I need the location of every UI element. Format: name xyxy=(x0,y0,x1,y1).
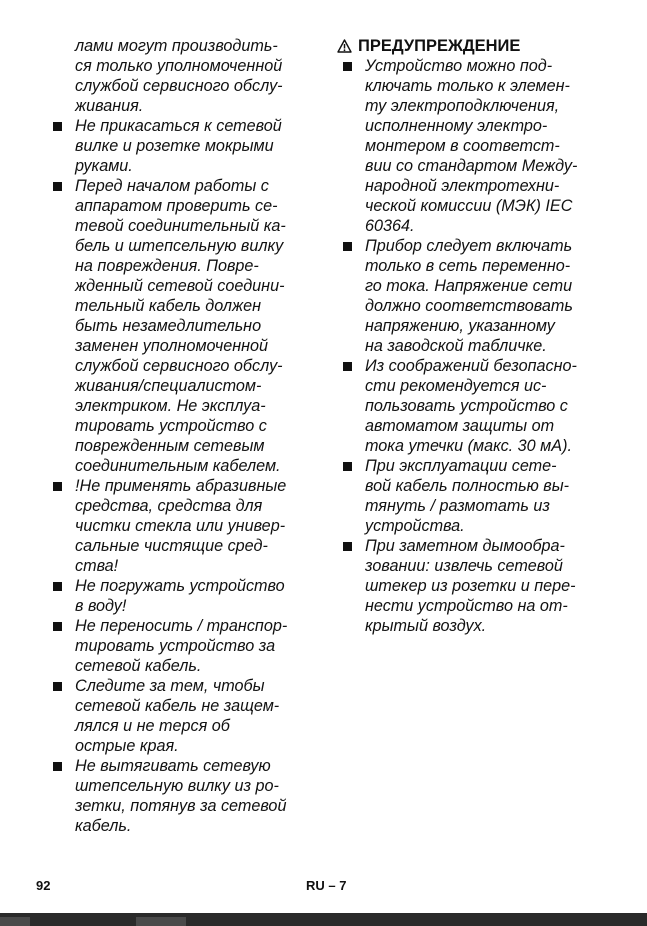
text-line: штепсельную вилку из ро- xyxy=(75,777,279,795)
text-line: тировать устройство за xyxy=(75,637,276,655)
text-line: заменен уполномоченной xyxy=(75,337,269,355)
text-line: сальные чистящие сред- xyxy=(75,537,268,555)
text-line: тевой соединительный ка- xyxy=(75,217,286,235)
text-line: тока утечки (макс. 30 мА). xyxy=(365,437,572,455)
text-line: ту электроподключения, xyxy=(365,97,560,115)
text-line: Следите за тем, чтобы xyxy=(75,677,265,695)
text-line: ся только уполномоченной xyxy=(75,57,283,75)
text-line: го тока. Напряжение сети xyxy=(365,277,573,295)
text-line: лялся и не терся об xyxy=(75,717,230,735)
bullet-icon xyxy=(343,462,352,471)
text-line: монтером в соответст- xyxy=(365,137,560,155)
warning-heading-text: ПРЕДУПРЕЖДЕНИЕ xyxy=(358,37,521,55)
bullet-icon xyxy=(53,122,62,131)
text-line: нести устройство на от- xyxy=(365,597,568,615)
text-line: При заметном дымообра- xyxy=(365,537,565,555)
page-number: 92 xyxy=(36,878,51,893)
bullet-icon xyxy=(53,762,62,771)
list-item xyxy=(47,756,322,836)
text-line: в воду! xyxy=(75,597,127,615)
text-line: народной электротехни- xyxy=(365,177,560,195)
text-line: Не вытягивать сетевую xyxy=(75,757,271,775)
text-line: сти рекомендуется ис- xyxy=(365,377,547,395)
text-line: крытый воздух. xyxy=(365,617,487,635)
text-line: тельный кабель должен xyxy=(75,297,262,315)
list-item xyxy=(47,676,322,756)
text-line: на заводской табличке. xyxy=(365,337,547,355)
text-line: 60364. xyxy=(365,217,415,235)
text-line: средства, средства для xyxy=(75,497,263,515)
continued-paragraph xyxy=(47,36,322,116)
text-line: автоматом защиты от xyxy=(365,417,555,435)
text-line: При эксплуатации сете- xyxy=(365,457,557,475)
text-line: аппаратом проверить се- xyxy=(75,197,278,215)
right-column xyxy=(337,36,612,636)
text-line: вии со стандартом Между- xyxy=(365,157,578,175)
section-page-code: RU – 7 xyxy=(306,878,347,893)
warning-heading xyxy=(337,36,612,56)
toolbar-segment xyxy=(0,917,30,926)
text-line: зетки, потянув за сетевой xyxy=(75,797,287,815)
text-line: вой кабель полностью вы- xyxy=(365,477,570,495)
list-item xyxy=(337,456,612,536)
text-line: !Не применять абразивные xyxy=(75,477,287,495)
text-line: Из соображений безопасно- xyxy=(365,357,577,375)
text-line: чистки стекла или универ- xyxy=(75,517,286,535)
text-line: ства! xyxy=(75,557,119,575)
text-line: электриком. Не эксплуа- xyxy=(75,397,266,415)
text-line: живания. xyxy=(75,97,144,115)
list-item xyxy=(337,536,612,636)
bullet-icon xyxy=(343,242,352,251)
bullet-icon xyxy=(343,62,352,71)
bottom-toolbar-strip xyxy=(0,913,647,926)
text-line: Перед началом работы с xyxy=(75,177,269,195)
text-line: живания/специалистом- xyxy=(75,377,262,395)
text-line: устройства. xyxy=(365,517,465,535)
list-item xyxy=(47,576,322,616)
text-line: службой сервисного обслу- xyxy=(75,77,283,95)
bullet-icon xyxy=(53,682,62,691)
text-line: лами могут производить- xyxy=(75,37,278,55)
text-line: Не погружать устройство xyxy=(75,577,285,595)
text-line: исполненному электро- xyxy=(365,117,548,135)
text-line: кабель. xyxy=(75,817,132,835)
text-line: тянуть / размотать из xyxy=(365,497,550,515)
warning-triangle-icon xyxy=(337,39,352,53)
left-column xyxy=(47,36,322,836)
text-line: только в сеть переменно- xyxy=(365,257,571,275)
text-line: службой сервисного обслу- xyxy=(75,357,283,375)
list-item xyxy=(337,56,612,236)
text-line: ческой комиссии (МЭК) IEC xyxy=(365,197,573,215)
text-line: жденный сетевой соедини- xyxy=(75,277,285,295)
list-item xyxy=(337,236,612,356)
text-line: должно соответствовать xyxy=(365,297,573,315)
list-item xyxy=(47,176,322,476)
text-line: руками. xyxy=(75,157,133,175)
text-line: штекер из розетки и пере- xyxy=(365,577,576,595)
text-line: вилке и розетке мокрыми xyxy=(75,137,274,155)
list-item xyxy=(47,616,322,676)
text-line: Устройство можно под- xyxy=(365,57,553,75)
text-line: на повреждения. Повре- xyxy=(75,257,259,275)
text-line: тировать устройство с xyxy=(75,417,267,435)
text-line: бель и штепсельную вилку xyxy=(75,237,284,255)
text-line: напряжению, указанному xyxy=(365,317,555,335)
text-line: ключать только к элемен- xyxy=(365,77,570,95)
text-line: быть незамедлительно xyxy=(75,317,262,335)
text-line: соединительным кабелем. xyxy=(75,457,281,475)
text-line: сетевой кабель не защем- xyxy=(75,697,280,715)
text-line: Прибор следует включать xyxy=(365,237,573,255)
text-line: острые края. xyxy=(75,737,179,755)
list-item xyxy=(47,476,322,576)
text-line: сетевой кабель. xyxy=(75,657,202,675)
bullet-icon xyxy=(53,182,62,191)
text-line: Не прикасаться к сетевой xyxy=(75,117,282,135)
bullet-icon xyxy=(343,362,352,371)
bullet-icon xyxy=(343,542,352,551)
bullet-icon xyxy=(53,582,62,591)
text-line: поврежденным сетевым xyxy=(75,437,265,455)
toolbar-segment xyxy=(136,917,186,926)
list-item xyxy=(47,116,322,176)
text-line: зовании: извлечь сетевой xyxy=(365,557,563,575)
text-line: пользовать устройство с xyxy=(365,397,568,415)
text-line: Не переносить / транспор- xyxy=(75,617,288,635)
bullet-icon xyxy=(53,622,62,631)
list-item xyxy=(337,356,612,456)
bullet-icon xyxy=(53,482,62,491)
